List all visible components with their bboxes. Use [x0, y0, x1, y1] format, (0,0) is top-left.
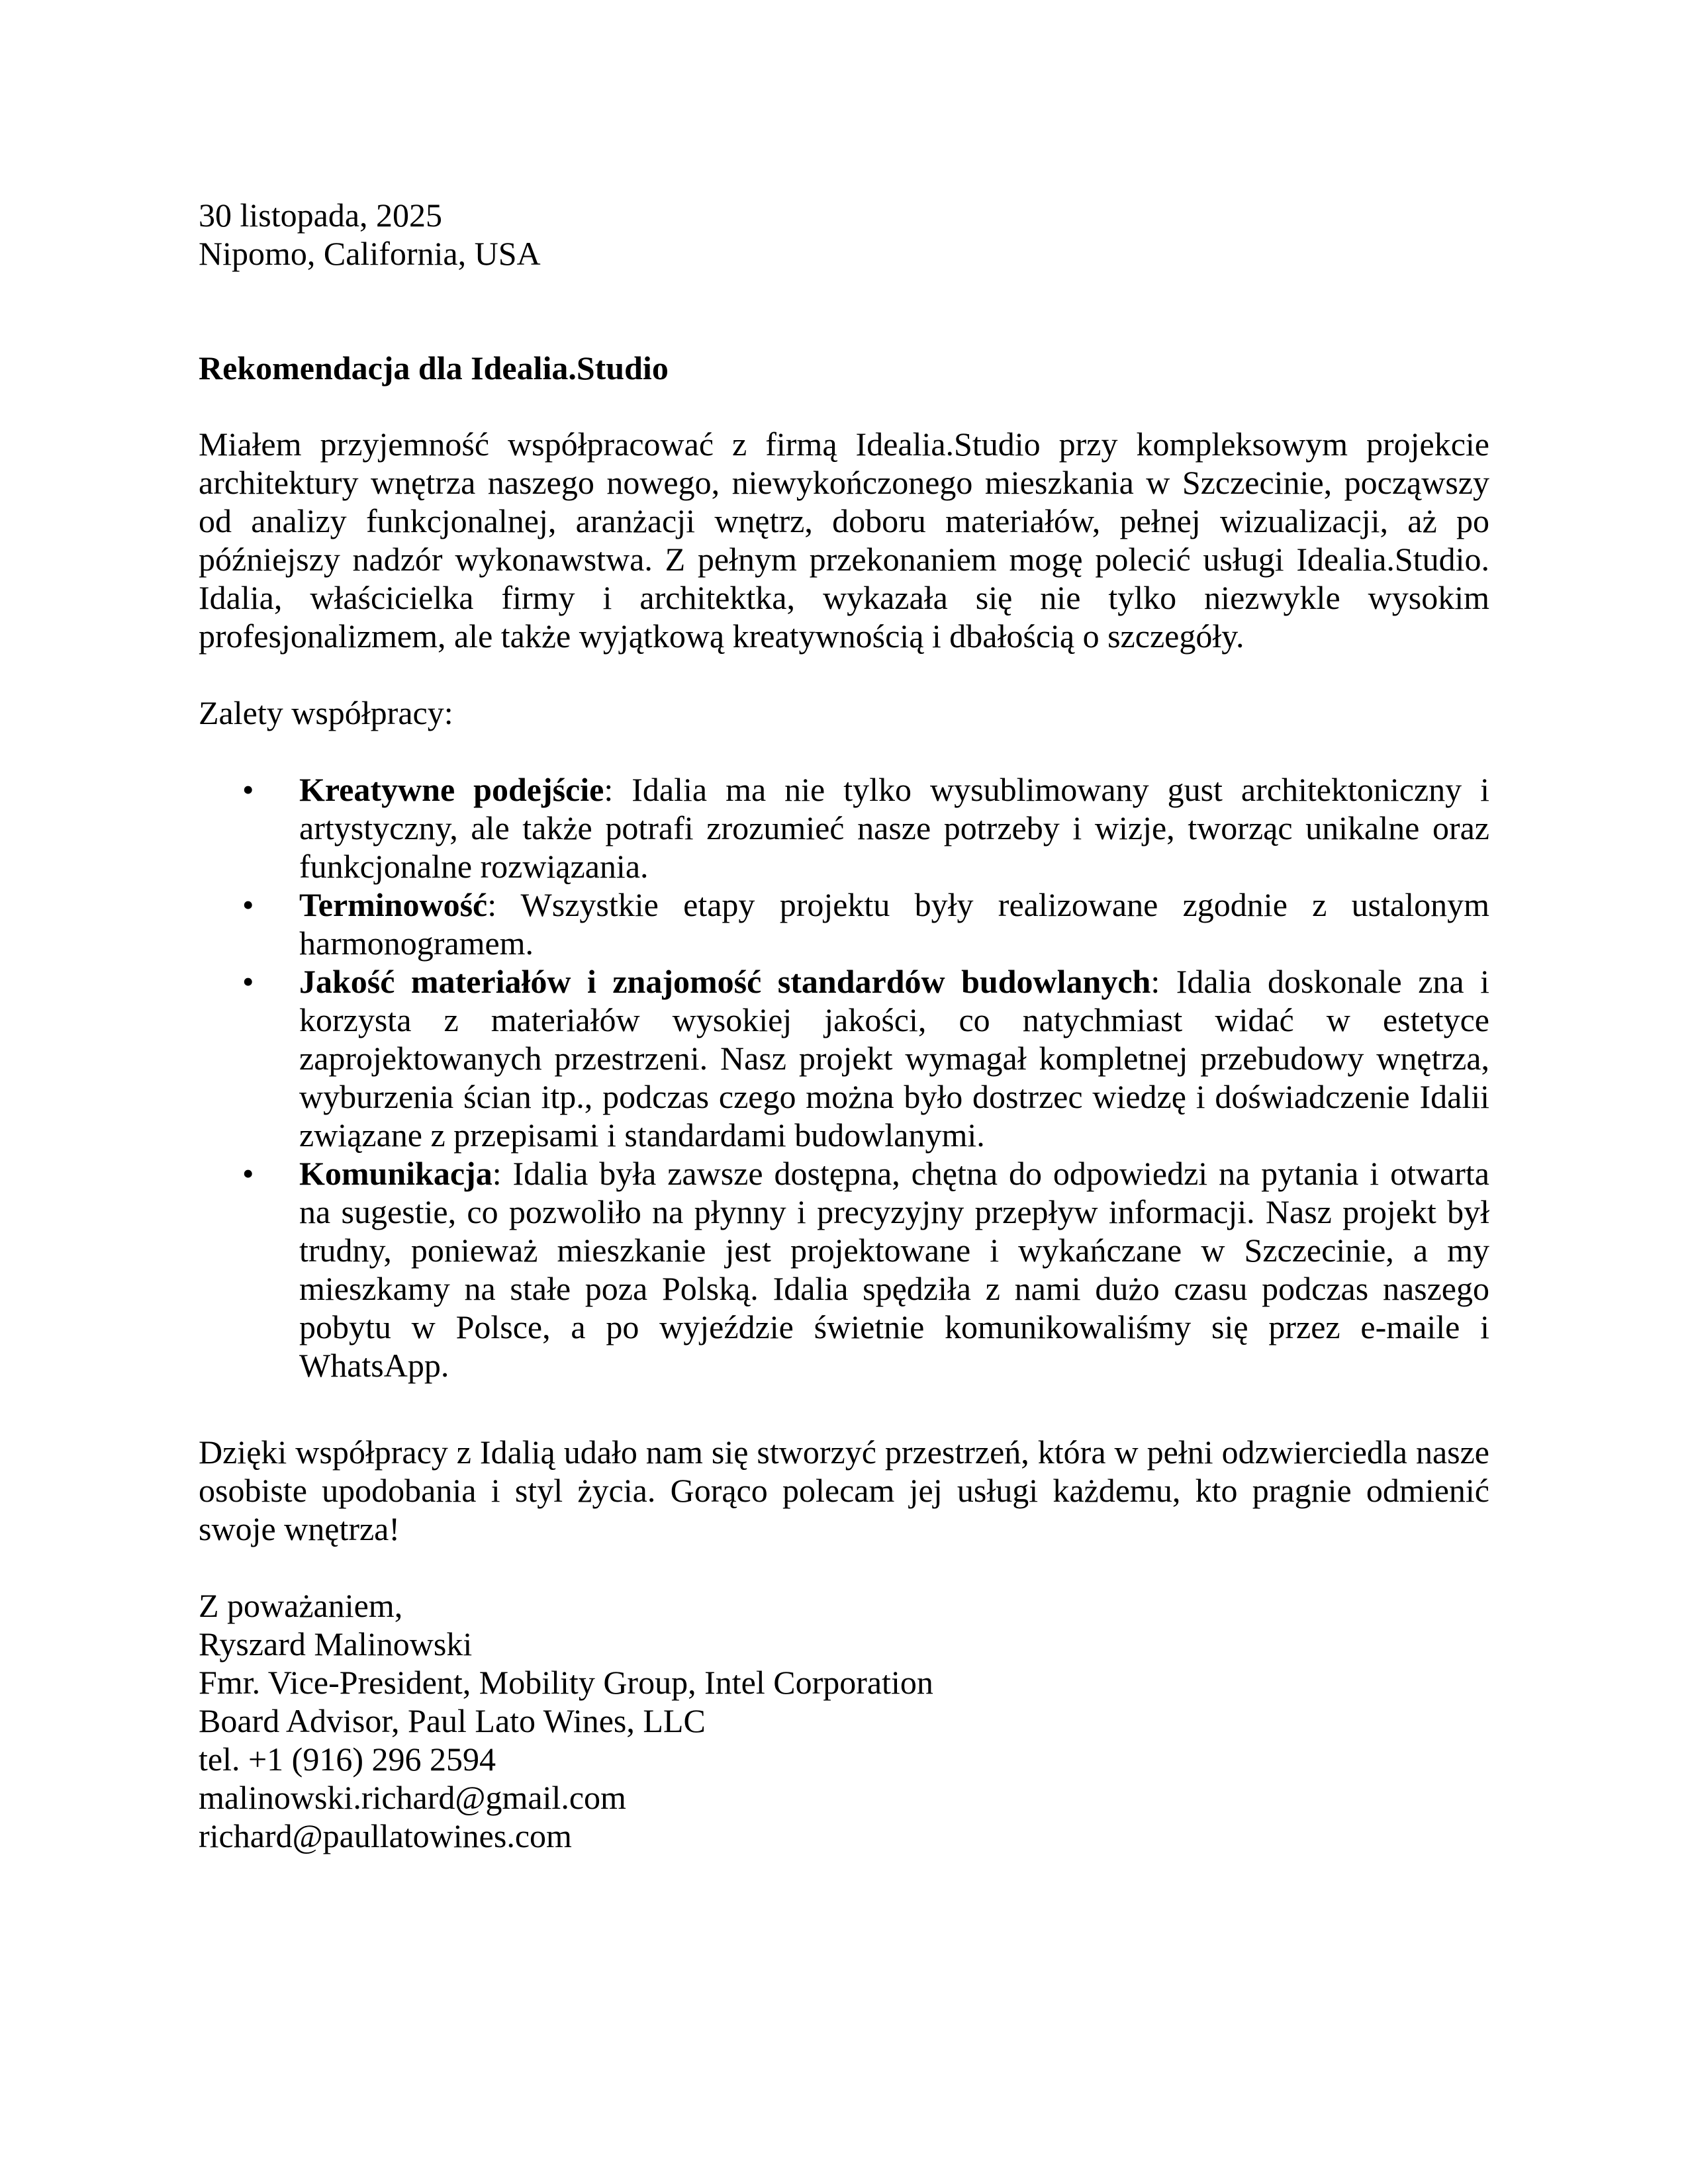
bullet-icon: • — [242, 963, 254, 1000]
bullet-icon: • — [242, 886, 254, 923]
signature-salutation: Z poważaniem, — [199, 1587, 403, 1624]
advantage-item-communication — [199, 1154, 1489, 1385]
advantages-heading: Zalety współpracy: — [199, 694, 453, 731]
signature-name: Ryszard Malinowski — [199, 1625, 473, 1662]
letter-date: 30 listopada, 2025 — [199, 197, 443, 234]
bullet-icon: • — [242, 771, 254, 808]
advantages-list — [199, 770, 1489, 1385]
signature-block — [199, 1586, 1489, 1855]
letter-location: Nipomo, California, USA — [199, 235, 541, 272]
advantage-text: : Idalia doskonale zna i korzysta z materiałów wysokiej jakości, co natychmiast widać w estetyce zaprojektowanych przestrzeni. Nasz projekt wymagał kompletnej przebudowy wnętrza, wyburzenia ścian itp., podczas czego można było dostrzec wiedzę i doświadczenie Idalii związane z przepisami i standardami budowlanymi. — [299, 963, 1489, 1154]
advantage-label: Jakość materiałów i znajomość standardów budowlanych — [299, 963, 1151, 1000]
signature-phone: tel. +1 (916) 296 2594 — [199, 1741, 496, 1778]
letter-header — [199, 196, 1489, 273]
closing-paragraph: Dzięki współpracy z Idalią udało nam się stworzyć przestrzeń, która w pełni odzwierciedla nasze osobiste upodobania i styl życia. Gorąco polecam jej usługi każdemu, kto pragnie odmienić swoje wnętrza! — [199, 1433, 1489, 1547]
intro-paragraph: Miałem przyjemność współpracować z firmą Idealia.Studio przy kompleksowym projekcie architektury wnętrza naszego nowego, niewykończonego mieszkania w Szczecinie, począwszy od analizy funkcjonalnej, aranżacji wnętrz, doboru materiałów, pełnej wizualizacji, aż po późniejszy nadzór wykonawstwa. Z pełnym przekonaniem mogę polecić usługi Idealia.Studio. Idalia, właścicielka firmy i architektka, wykazała się nie tylko niezwykle wysokim profesjonalizmem, ale także wyjątkową kreatywnością i dbałością o szczegóły. — [199, 426, 1489, 655]
advantage-item-materials — [199, 962, 1489, 1154]
signature-title-paul-lato: Board Advisor, Paul Lato Wines, LLC — [199, 1702, 706, 1739]
signature-email-paullato[interactable]: richard@paullatowines.com — [199, 1817, 572, 1854]
advantage-item-timeliness — [199, 886, 1489, 962]
letter-title: Rekomendacja dla Idealia.Studio — [199, 349, 669, 387]
advantage-text: : Idalia była zawsze dostępna, chętna do odpowiedzi na pytania i otwarta na sugestie, co pozwoliło na płynny i precyzyjny przepływ informacji. Nasz projekt był trudny, ponieważ mieszkanie jest projektowane i wykańczane w Szczecinie, a my mieszkamy na stałe poza Polską. Idalia spędziła z nami dużo czasu podczas naszego pobytu w Polsce, a po wyjeździe świetnie komunikowaliśmy się przez e-maile i WhatsApp. — [299, 1155, 1489, 1384]
signature-title-intel: Fmr. Vice-President, Mobility Group, Intel Corporation — [199, 1664, 933, 1701]
advantage-text: : Wszystkie etapy projektu były realizowane zgodnie z ustalonym harmonogramem. — [299, 886, 1489, 962]
signature-email-gmail[interactable]: malinowski.richard@gmail.com — [199, 1779, 626, 1816]
advantage-label: Komunikacja — [299, 1155, 492, 1192]
advantage-text: : Idalia ma nie tylko wysublimowany gust architektoniczny i artystyczny, ale także potrafi zrozumieć nasze potrzeby i wizje, tworząc unikalne oraz funkcjonalne rozwiązania. — [299, 771, 1490, 885]
advantage-label: Kreatywne podejście — [299, 771, 604, 808]
advantage-label: Terminowość — [299, 886, 488, 923]
advantage-item-creative — [199, 770, 1489, 886]
letter-page — [199, 196, 1489, 1855]
bullet-icon: • — [242, 1155, 254, 1192]
